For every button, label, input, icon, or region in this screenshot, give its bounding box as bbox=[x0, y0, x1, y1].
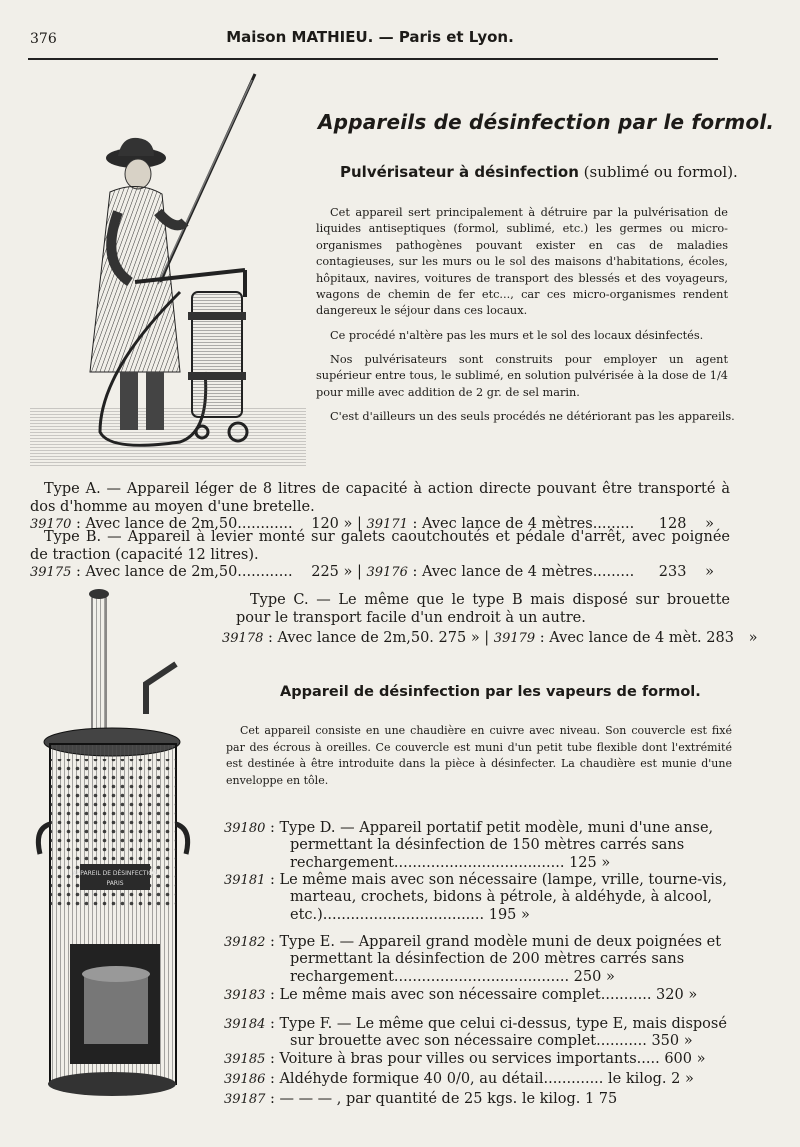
item-desc: : Le même mais avec son nécessaire complet........... bbox=[269, 987, 652, 1003]
item-desc: : Type F. — Le même que celui ci-dessus, type E, mais disposé sur brouette avec son nécessaire complet........... bbox=[269, 1016, 727, 1050]
subsection-title-rest: (sublimé ou formol). bbox=[578, 163, 738, 181]
paragraph-3: Nos pulvérisateurs sont construits pour employer un agent supérieur entre tous, le sublimé, en solution pulvérisée à la dose de 1/4 pour mille avec addition de 2 gr. de sel marin. bbox=[316, 353, 728, 399]
price: 275 bbox=[438, 630, 467, 646]
sprayer-illustration bbox=[30, 72, 310, 472]
section2-paragraph: Cet appareil consiste en une chaudière en cuivre avec niveau. Son couvercle est fixé par des écrous à oreilles. Ce couvercle est muni d'un petit tube flexible dont l'extrémité est destinée à être introduite dans la pièce à désinfecter. La chaudière est munie d'une enveloppe en tôle. bbox=[226, 724, 732, 787]
item-desc: : Type E. — Appareil grand modèle muni de deux poignées et permettant la désinfection de 200 mètres carrés sans rechargement...................................... bbox=[269, 934, 722, 985]
catalog-item bbox=[224, 1071, 736, 1088]
type-a-description: Type A. — Appareil léger de 8 litres de capacité à action directe pouvant être transporté à dos d'homme au moyen d'une bretelle. bbox=[30, 481, 730, 515]
separator: » | bbox=[343, 564, 362, 580]
item-desc: : Type D. — Appareil portatif petit modèle, muni d'une anse, permettant la désinfection de 150 mètres carrés sans rechargement..................................... bbox=[269, 820, 714, 871]
item-desc: : Avec lance de 4 mètres......... bbox=[407, 564, 635, 580]
item-desc: : Avec lance de 2m,50. bbox=[263, 630, 434, 646]
ref-number: 39179 bbox=[493, 631, 536, 646]
price: 128 bbox=[658, 516, 687, 532]
unit-mark: » bbox=[705, 516, 714, 532]
price: 233 bbox=[658, 564, 687, 580]
ref-number: 39178 bbox=[222, 631, 264, 646]
ref-number: 39186 bbox=[224, 1072, 266, 1087]
unit-mark: » bbox=[705, 564, 714, 580]
item-desc: : Le même mais avec son nécessaire (lampe, vrille, tourne-vis, marteau, crochets, bidons à pétrole, à aldéhyde, à alcool, etc.)................................... bbox=[269, 872, 727, 923]
paragraph-4: C'est d'ailleurs un des seuls procédés ne détériorant pas les appareils. bbox=[330, 410, 735, 423]
type-b-description: Type B. — Appareil à levier monté sur galets caoutchoutés et pédale d'arrêt, avec poignée de traction (capacité 12 litres). bbox=[30, 529, 730, 563]
catalog-item bbox=[224, 1051, 736, 1068]
type-c-description: Type C. — Le même que le type B mais disposé sur brouette pour le transport facile d'un endroit à un autre. bbox=[236, 592, 730, 626]
ref-number: 39175 bbox=[30, 565, 72, 580]
ref-number: 39181 bbox=[224, 873, 266, 888]
plate-text-line2: PARIS bbox=[106, 880, 124, 887]
price: 1 75 bbox=[584, 1091, 618, 1107]
price: 125 » bbox=[569, 854, 611, 871]
price: 600 » bbox=[664, 1051, 706, 1067]
separator: » | bbox=[343, 516, 362, 532]
price: 283 bbox=[706, 630, 734, 646]
type-c-prices bbox=[222, 630, 757, 646]
catalog-item bbox=[224, 872, 736, 924]
ref-number: 39180 bbox=[224, 821, 266, 836]
ref-number: 39171 bbox=[366, 517, 408, 532]
catalog-item bbox=[224, 934, 736, 986]
item-desc: : Voiture à bras pour villes ou services importants..... bbox=[269, 1051, 660, 1067]
catalog-item bbox=[224, 987, 736, 1004]
page-number: 376 bbox=[30, 31, 57, 47]
header-rule bbox=[28, 58, 718, 60]
item-desc: : Avec lance de 4 mètres......... bbox=[407, 516, 635, 532]
item-desc: : Avec lance de 2m,50............ bbox=[71, 564, 293, 580]
boiler-illustration bbox=[28, 584, 208, 1104]
catalog-item bbox=[224, 1091, 736, 1108]
item-desc: : Avec lance de 4 mèt. bbox=[535, 630, 702, 646]
price: 2 » bbox=[671, 1071, 694, 1087]
price: 195 » bbox=[488, 906, 530, 923]
item-desc: : Aldéhyde formique 40 0/0, au détail............. le kilog. bbox=[269, 1071, 667, 1087]
unit-mark: » bbox=[748, 630, 758, 646]
ref-number: 39182 bbox=[224, 935, 266, 950]
type-b-prices bbox=[30, 564, 714, 580]
separator: » | bbox=[470, 630, 490, 646]
section2-title: Appareil de désinfection par les vapeurs de formol. bbox=[280, 684, 701, 700]
price: 320 » bbox=[656, 987, 698, 1003]
price: 225 bbox=[311, 564, 339, 580]
ref-number: 39185 bbox=[224, 1052, 266, 1067]
price: 120 bbox=[311, 516, 339, 532]
catalog-item bbox=[224, 1016, 736, 1051]
paragraph-2: Ce procédé n'altère pas les murs et le sol des locaux désinfectés. bbox=[330, 329, 704, 342]
subsection-title-bold: Pulvérisateur à désinfection bbox=[340, 163, 579, 181]
section-title: Appareils de désinfection par le formol. bbox=[318, 110, 775, 134]
price: 250 » bbox=[573, 968, 615, 985]
item-desc: : Avec lance de 2m,50............ bbox=[71, 516, 293, 532]
paragraph-1: Cet appareil sert principalement à détruire par la pulvérisation de liquides antiseptiques (formol, sublimé, etc.) les germes ou micro-organismes pathogènes pouvant exister en cas de maladies contagieuses, sur les murs ou le sol des maisons d'habitations, écoles, hôpitaux, navires, voitures de transport des blessés et des voyageurs, wagons de chemin de fer etc..., car ces micro-organismes rendent dangereux le séjour dans ces locaux. bbox=[316, 206, 728, 318]
item-desc: : — — — , par quantité de 25 kgs. le kilog. bbox=[269, 1091, 581, 1107]
price: 350 » bbox=[651, 1033, 693, 1050]
ref-number: 39183 bbox=[224, 988, 266, 1003]
subsection-title bbox=[340, 163, 738, 181]
ref-number: 39170 bbox=[30, 517, 72, 532]
running-head: Maison MATHIEU. — Paris et Lyon. bbox=[226, 28, 514, 46]
ref-number: 39187 bbox=[224, 1092, 266, 1107]
ref-number: 39184 bbox=[224, 1017, 266, 1032]
plate-text-line1: APPAREIL DE DÉSINFECTION bbox=[72, 870, 158, 877]
ref-number: 39176 bbox=[366, 565, 408, 580]
catalog-item bbox=[224, 820, 736, 872]
